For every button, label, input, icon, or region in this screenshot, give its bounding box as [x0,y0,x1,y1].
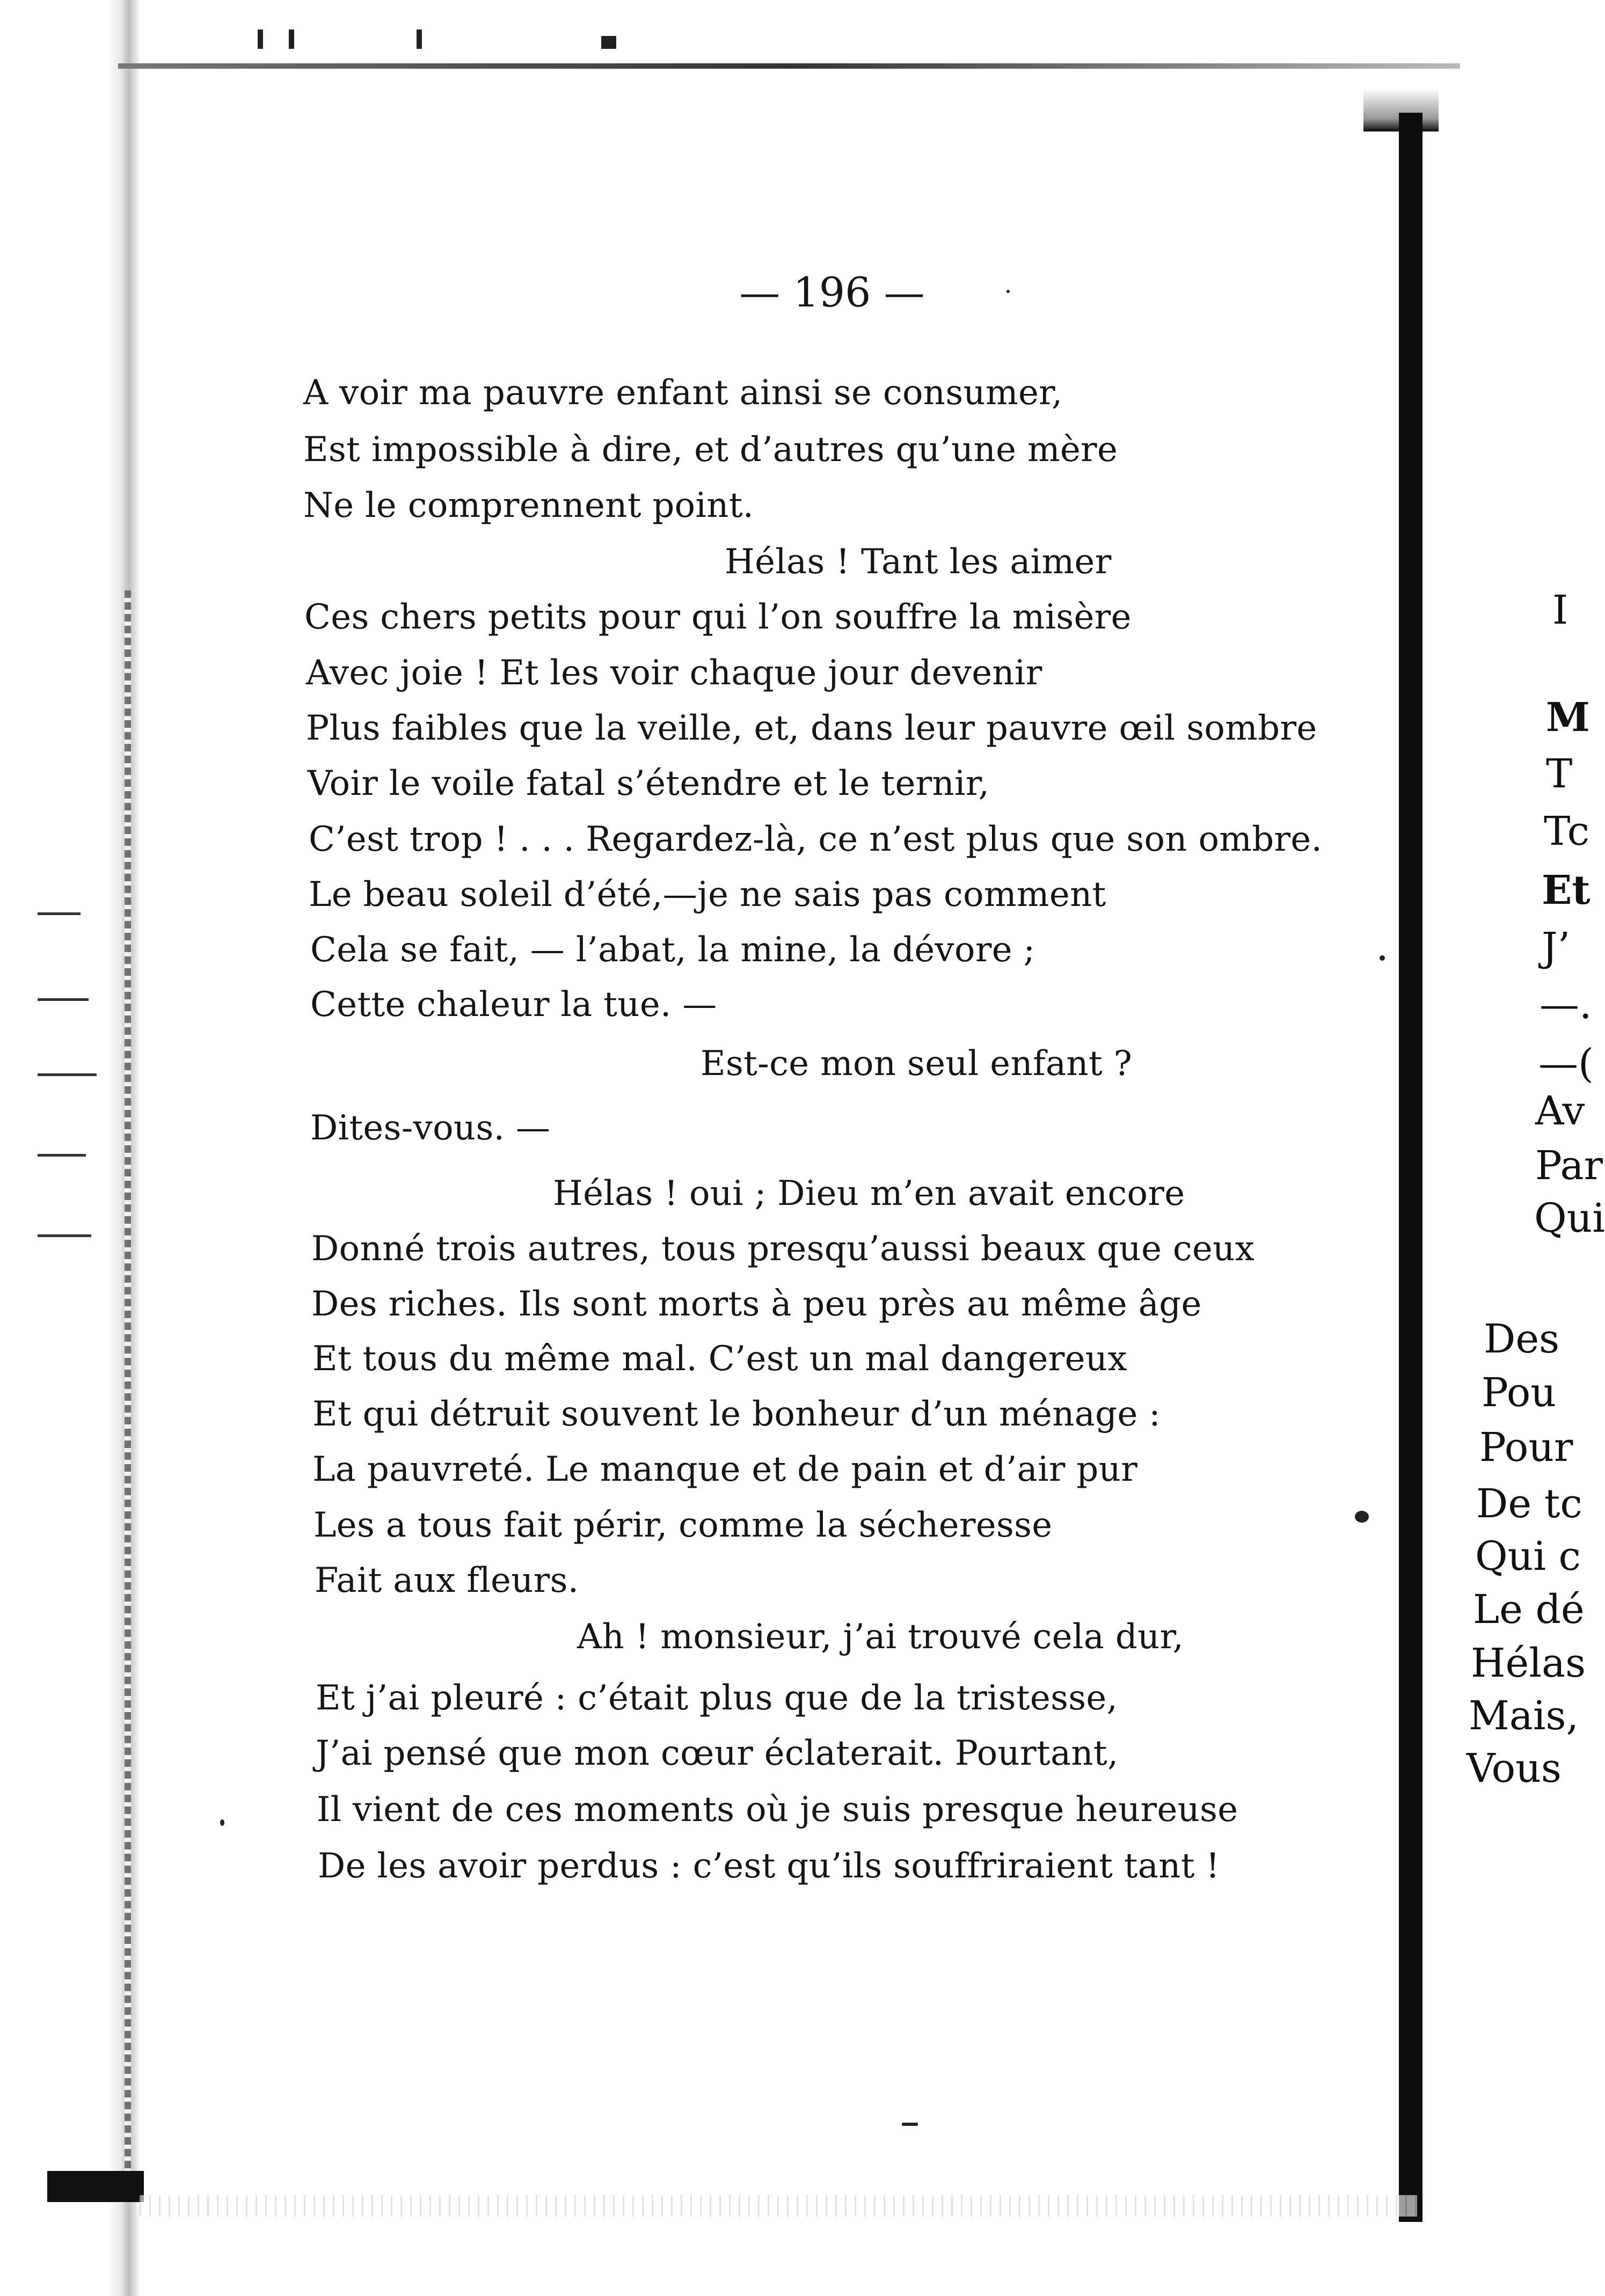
verse-line: Cela se fait, — l’abat, la mine, la dévore ; [310,930,1035,970]
verse-line: Donné trois autres, tous presqu’aussi beaux que ceux [311,1229,1255,1269]
facing-page-text: Par [1535,1143,1603,1189]
ink-speck [1355,1511,1369,1523]
facing-page-text: Hélas [1471,1640,1586,1686]
ink-speck [1380,955,1385,961]
bottom-page-edge [140,2195,1417,2217]
facing-page-fragment [1428,0,1605,2296]
verse-line: Ces chers petits pour qui l’on souffre la misère [304,597,1132,637]
verse-line: J’ai pensé que mon cœur éclaterait. Pourtant, [316,1734,1119,1773]
facing-page-text: J’ [1542,924,1571,970]
facing-page-text: Qui [1534,1195,1605,1241]
verse-line: De les avoir perdus : c’est qu’ils souffriraient tant ! [318,1846,1220,1886]
verse-line: Fait aux fleurs. [315,1561,579,1600]
verse-line: Ne le comprennent point. [303,486,754,525]
verse-line: Et qui détruit souvent le bonheur d’un ménage : [312,1394,1161,1434]
facing-page-text: Av [1535,1088,1585,1134]
facing-page-text: Pou [1482,1370,1557,1416]
ink-speck [220,1819,224,1826]
verse-line: La pauvreté. Le manque et de pain et d’air pur [312,1450,1138,1489]
verse-line: Ah ! monsieur, j’ai trouvé cela dur, [577,1617,1184,1657]
facing-page-text: Vous [1467,1745,1562,1792]
verse-line: Dites-vous. — [310,1108,551,1148]
facing-page-text: T [1546,751,1573,797]
facing-page-text: Pour [1479,1424,1573,1471]
verse-line: Il vient de ces moments où je suis presque heureuse [317,1790,1238,1830]
ink-speck [902,2123,918,2126]
verse-line: A voir ma pauvre enfant ainsi se consumer, [303,373,1063,413]
page-number: — 196 — [739,268,925,316]
facing-page-text: Qui c [1475,1533,1581,1580]
verse-line: Voir le voile fatal s’étendre et le ternir, [308,764,990,803]
facing-page-text: —( [1538,1041,1594,1087]
verse-line: C’est trop ! . . . Regardez-là, ce n’est plus que son ombre. [309,820,1323,859]
verse-line: Les a tous fait périr, comme la sécheresse [313,1505,1053,1545]
verse-line: Le beau soleil d’été,—je ne sais pas comment [309,875,1106,915]
facing-page-text: De tc [1476,1481,1582,1527]
verse-line: Cette chaleur la tue. — [310,985,717,1025]
facing-page-text: M [1546,694,1590,741]
verse-line: Est-ce mon seul enfant ? [701,1044,1133,1084]
facing-page-text: —. [1540,982,1592,1028]
gutter-shadow [1399,113,1422,2222]
facing-page-text: Mais, [1469,1693,1579,1739]
facing-page-text: Et [1542,867,1591,913]
verse-line: Et j’ai pleuré : c’était plus que de la tristesse, [316,1678,1118,1718]
verse-line: Hélas ! Tant les aimer [725,542,1112,582]
verse-line: Des riches. Ils sont morts à peu près au même âge [311,1284,1202,1324]
verse-line: Et tous du même mal. C’est un mal dangereux [312,1339,1127,1379]
facing-page-text: I [1552,587,1568,633]
verse-line: Plus faibles que la veille, et, dans leur pauvre œil sombre [306,708,1317,748]
facing-page-text: Tc [1544,808,1590,854]
ink-speck [1006,290,1010,293]
facing-page-text: Le dé [1473,1586,1585,1633]
facing-page-text: Des [1484,1316,1560,1362]
verse-line: Hélas ! oui ; Dieu m’en avait encore [553,1174,1185,1213]
verse-line: Est impossible à dire, et d’autres qu’une mère [303,430,1118,470]
verse-line: Avec joie ! Et les voir chaque jour devenir [306,653,1042,693]
